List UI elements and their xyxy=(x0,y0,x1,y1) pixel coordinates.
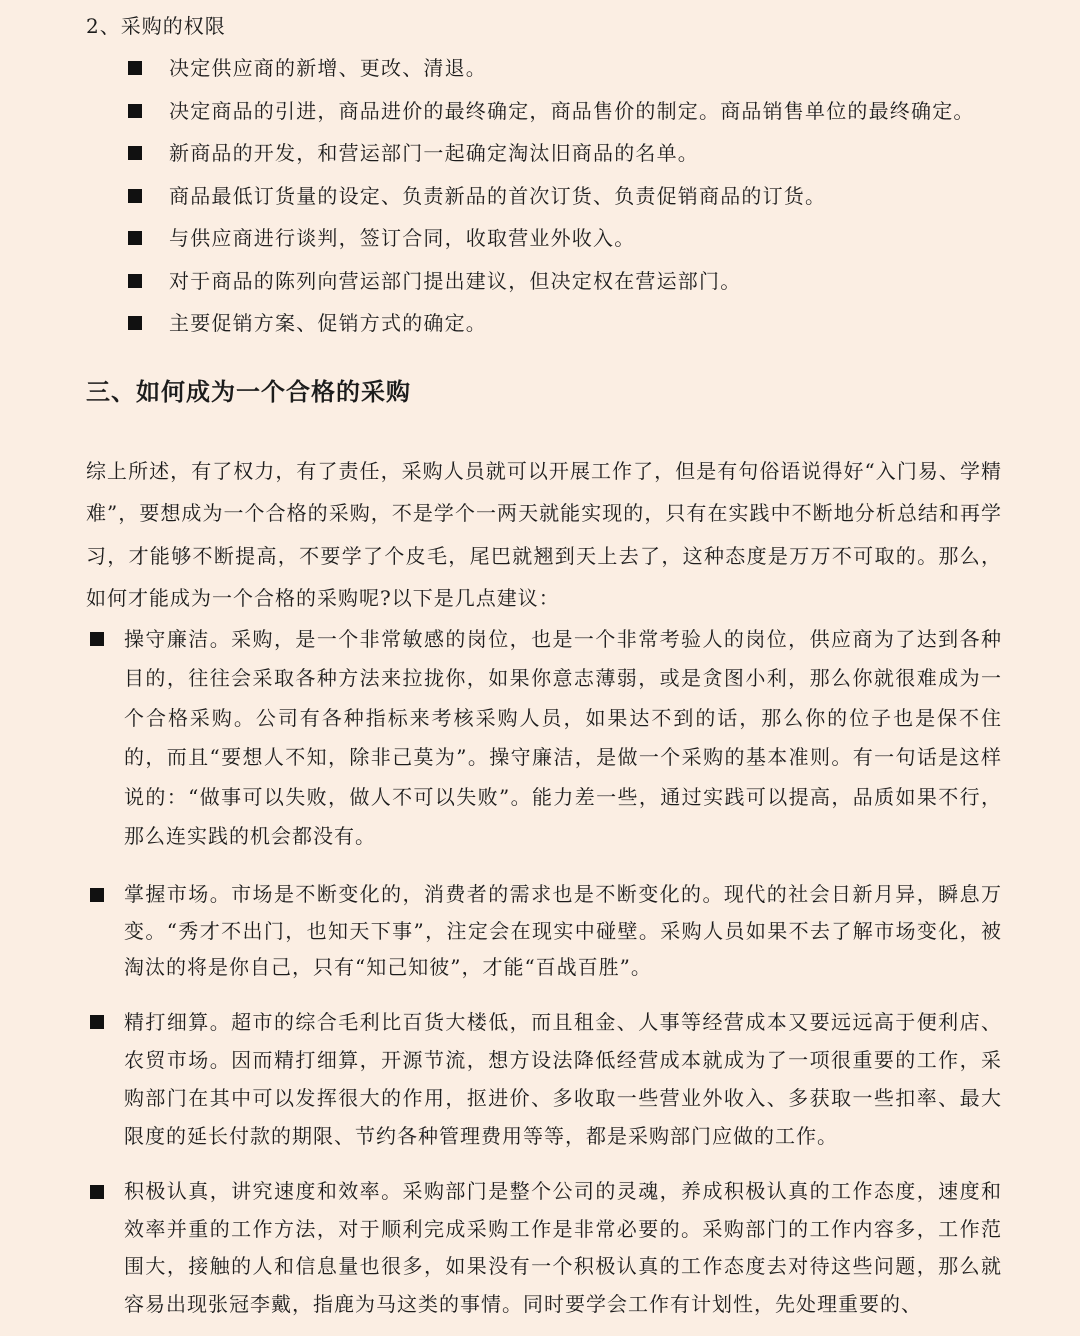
tip-text: 积极认真，讲究速度和效率。采购部门是整个公司的灵魂，养成积极认真的工作态度，速度和效率并重的工作方法，对于顺利完成采购工作是非常必要的。采购部门的工作内容多，工作范围大，接触的人和信息量也很多，如果没有一个积极认真的工作态度去对待这些问题，那么就容易出现张冠李戴，指鹿为马这类的事情。同时要学会工作有计划性，先处理重要的、 xyxy=(124,1179,1002,1317)
list-item xyxy=(124,50,1024,93)
square-bullet-icon xyxy=(90,888,104,902)
square-bullet-icon xyxy=(128,316,142,330)
square-bullet-icon xyxy=(128,231,142,245)
square-bullet-icon xyxy=(90,1185,104,1199)
list-item-text: 决定商品的引进，商品进价的最终确定，商品售价的制定。商品销售单位的最终确定。 xyxy=(169,98,975,123)
tip-text: 操守廉洁。采购，是一个非常敏感的岗位，也是一个非常考验人的岗位，供应商为了达到各种目的，往往会采取各种方法来拉拢你，如果你意志薄弱，或是贪图小利，那么你就很难成为一个合格采购。公司有各种指标来考核采购人员，如果达不到的话，那么你的位子也是保不住的，而且“要想人不知，除非己莫为”。操守廉洁，是做一个采购的基本准则。有一句话是这样说的：“做事可以失败，做人不可以失败”。能力差一些，通过实践可以提高，品质如果不行，那么连实践的机会都没有。 xyxy=(124,627,1002,849)
square-bullet-icon xyxy=(128,146,142,160)
list-item-text: 商品最低订货量的设定、负责新品的首次订货、负责促销商品的订货。 xyxy=(169,183,827,208)
square-bullet-icon xyxy=(90,632,104,646)
list-item-text: 对于商品的陈列向营运部门提出建议，但决定权在营运部门。 xyxy=(169,268,742,293)
list-item-text: 与供应商进行谈判，签订合同，收取营业外收入。 xyxy=(169,226,636,250)
list-item xyxy=(124,263,1024,306)
intro-paragraph: 综上所述，有了权力，有了责任，采购人员就可以开展工作了，但是有句俗语说得好“入门易、学精难”，要想成为一个合格的采购，不是学个一两天就能实现的，只有在实践中不断地分析总结和再学习，才能够不断提高，不要学了个皮毛，尾巴就翘到天上去了，这种态度是万万不可取的。那么，如何才能成为一个合格的采购呢?以下是几点建议： xyxy=(86,459,1002,610)
list-item xyxy=(124,135,1024,178)
list-item xyxy=(124,220,1024,263)
square-bullet-icon xyxy=(128,104,142,118)
tip-integrity xyxy=(86,620,1002,856)
section-title: 三、如何成为一个合格的采购 xyxy=(86,378,411,406)
square-bullet-icon xyxy=(128,61,142,75)
tip-efficiency xyxy=(86,1173,1002,1324)
list-item xyxy=(124,93,1024,136)
square-bullet-icon xyxy=(128,274,142,288)
authority-list xyxy=(124,50,1024,348)
list-item xyxy=(124,178,1024,221)
list-item-text: 新商品的开发，和营运部门一起确定淘汰旧商品的名单。 xyxy=(169,141,699,165)
list-item-text: 决定供应商的新增、更改、清退。 xyxy=(169,56,487,80)
list-item xyxy=(124,305,1024,348)
list-item-text: 主要促销方案、促销方式的确定。 xyxy=(169,311,487,335)
tip-text: 精打细算。超市的综合毛利比百货大楼低，而且租金、人事等经营成本又要远远高于便利店、农贸市场。因而精打细算，开源节流，想方设法降低经营成本就成为了一项很重要的工作，采购部门在其中可以发挥很大的作用，抠进价、多收取一些营业外收入、多获取一些扣率、最大限度的延长付款的期限、节约各种管理费用等等，都是采购部门应做的工作。 xyxy=(124,1010,1002,1148)
tip-cost xyxy=(86,1003,1002,1155)
tip-market xyxy=(86,876,1002,986)
authority-heading: 2、采购的权限 xyxy=(86,14,226,38)
square-bullet-icon xyxy=(90,1015,104,1029)
square-bullet-icon xyxy=(128,189,142,203)
tip-text: 掌握市场。市场是不断变化的，消费者的需求也是不断变化的。现代的社会日新月异，瞬息万变。“秀才不出门，也知天下事”，注定会在现实中碰壁。采购人员如果不去了解市场变化，被淘汰的将是你自己，只有“知己知彼”，才能“百战百胜”。 xyxy=(124,882,1002,979)
